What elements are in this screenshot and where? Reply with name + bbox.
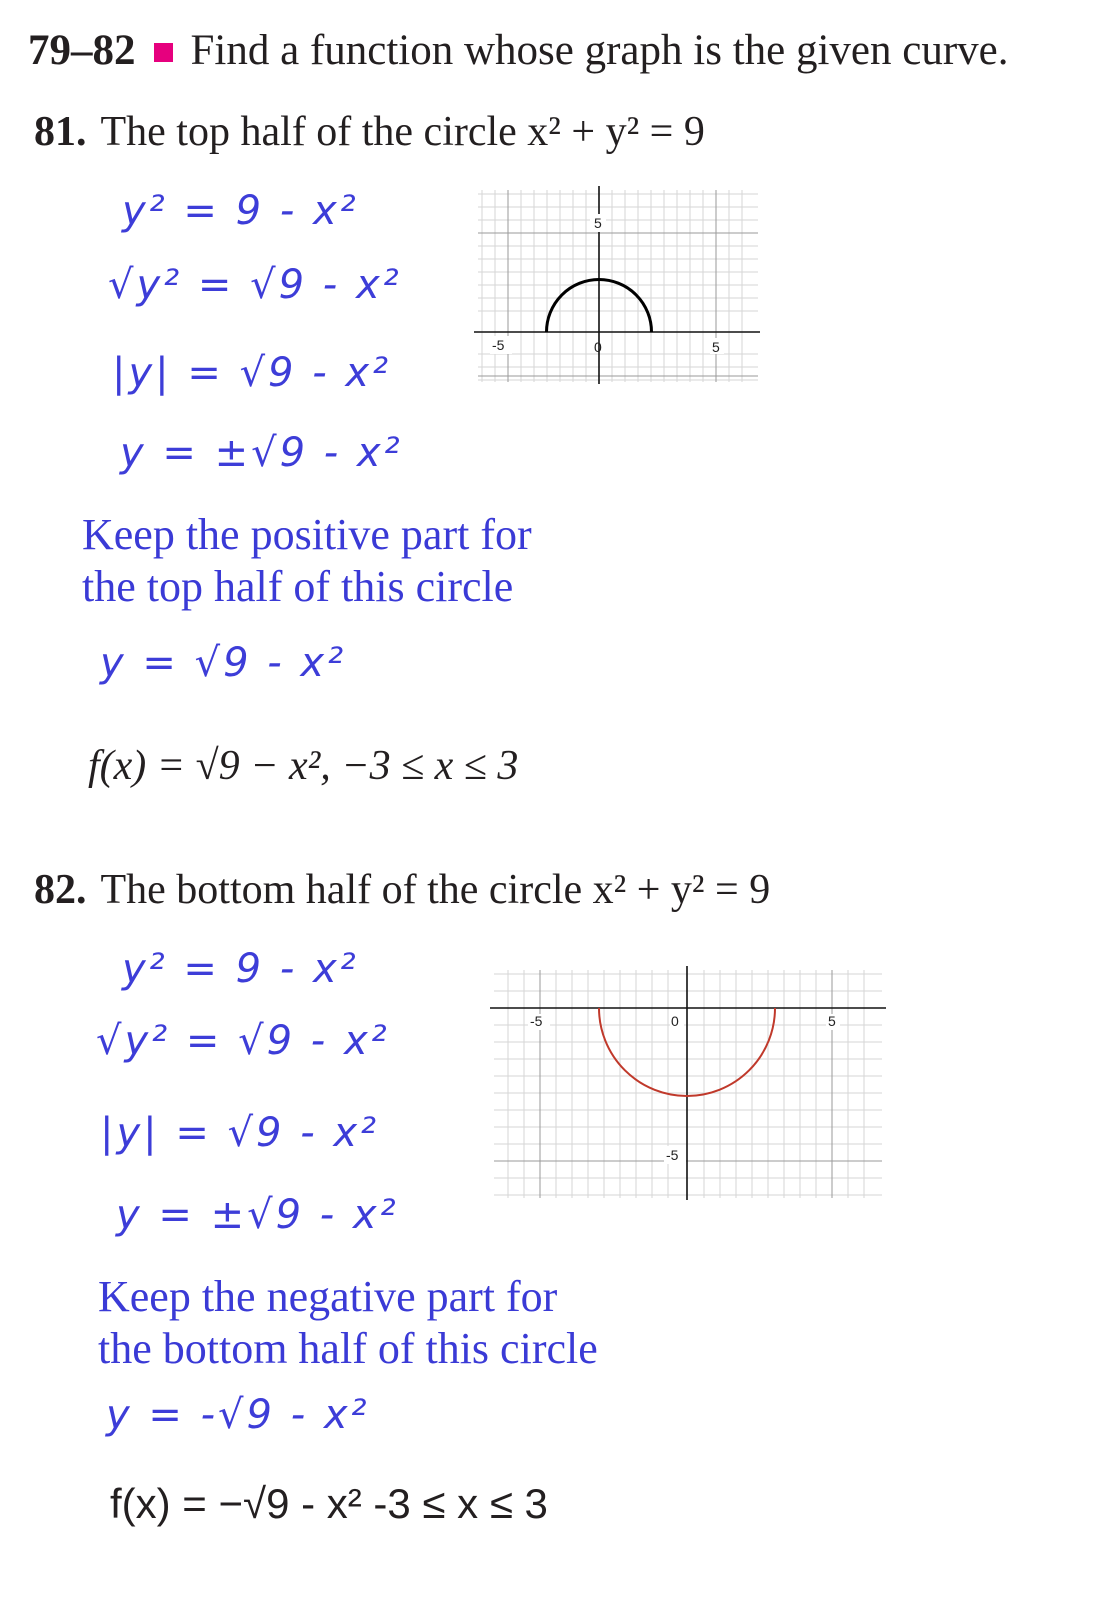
- problem-82-statement: [34, 866, 770, 914]
- work-line-4: y = ±√9 - x²: [116, 1192, 399, 1238]
- answer-81: f(x) = √9 − x², −3 ≤ x ≤ 3: [88, 743, 519, 789]
- problem-number: 81.: [34, 109, 87, 155]
- instruction: Find a function whose graph is the given curve.: [190, 27, 1009, 74]
- tick-left: -5: [530, 1013, 543, 1029]
- tick-origin: 0: [594, 339, 602, 355]
- work-line-1: y² = 9 - x²: [122, 946, 359, 992]
- tick-right: 5: [828, 1013, 836, 1029]
- note-line-1: Keep the positive part for: [82, 510, 532, 559]
- note-line-2: the top half of this circle: [82, 562, 514, 611]
- tick-origin: 0: [671, 1013, 679, 1029]
- tick-y: 5: [594, 215, 602, 231]
- work-line-3: |y| = √9 - x²: [100, 1110, 380, 1156]
- work-line-2: √y² = √9 - x²: [96, 1018, 390, 1064]
- note-line-2: the bottom half of this circle: [98, 1324, 598, 1373]
- section-header: [28, 26, 1009, 75]
- tick-y: -5: [666, 1147, 679, 1163]
- graph-top-semicircle: [470, 186, 762, 384]
- answer-82: f(x) = −√9 - x² -3 ≤ x ≤ 3: [110, 1480, 548, 1527]
- graph-bottom-semicircle: [490, 966, 886, 1200]
- problem-text: The bottom half of the circle x² + y² = 9: [100, 867, 771, 913]
- header-square-icon: [154, 43, 173, 62]
- work-line-4: y = ±√9 - x²: [120, 430, 403, 476]
- work-line-3: |y| = √9 - x²: [112, 350, 392, 396]
- problem-81-statement: [34, 108, 705, 156]
- note-line-1: Keep the negative part for: [98, 1272, 558, 1321]
- result-line: y = √9 - x²: [100, 640, 347, 686]
- tick-left: -5: [492, 337, 505, 353]
- work-line-2: √y² = √9 - x²: [108, 262, 402, 308]
- work-line-1: y² = 9 - x²: [122, 188, 359, 234]
- problem-range: 79–82: [28, 27, 136, 74]
- problem-number: 82.: [34, 867, 87, 913]
- problem-text: The top half of the circle x² + y² = 9: [100, 109, 705, 155]
- result-line: y = -√9 - x²: [106, 1392, 370, 1438]
- tick-right: 5: [712, 339, 720, 355]
